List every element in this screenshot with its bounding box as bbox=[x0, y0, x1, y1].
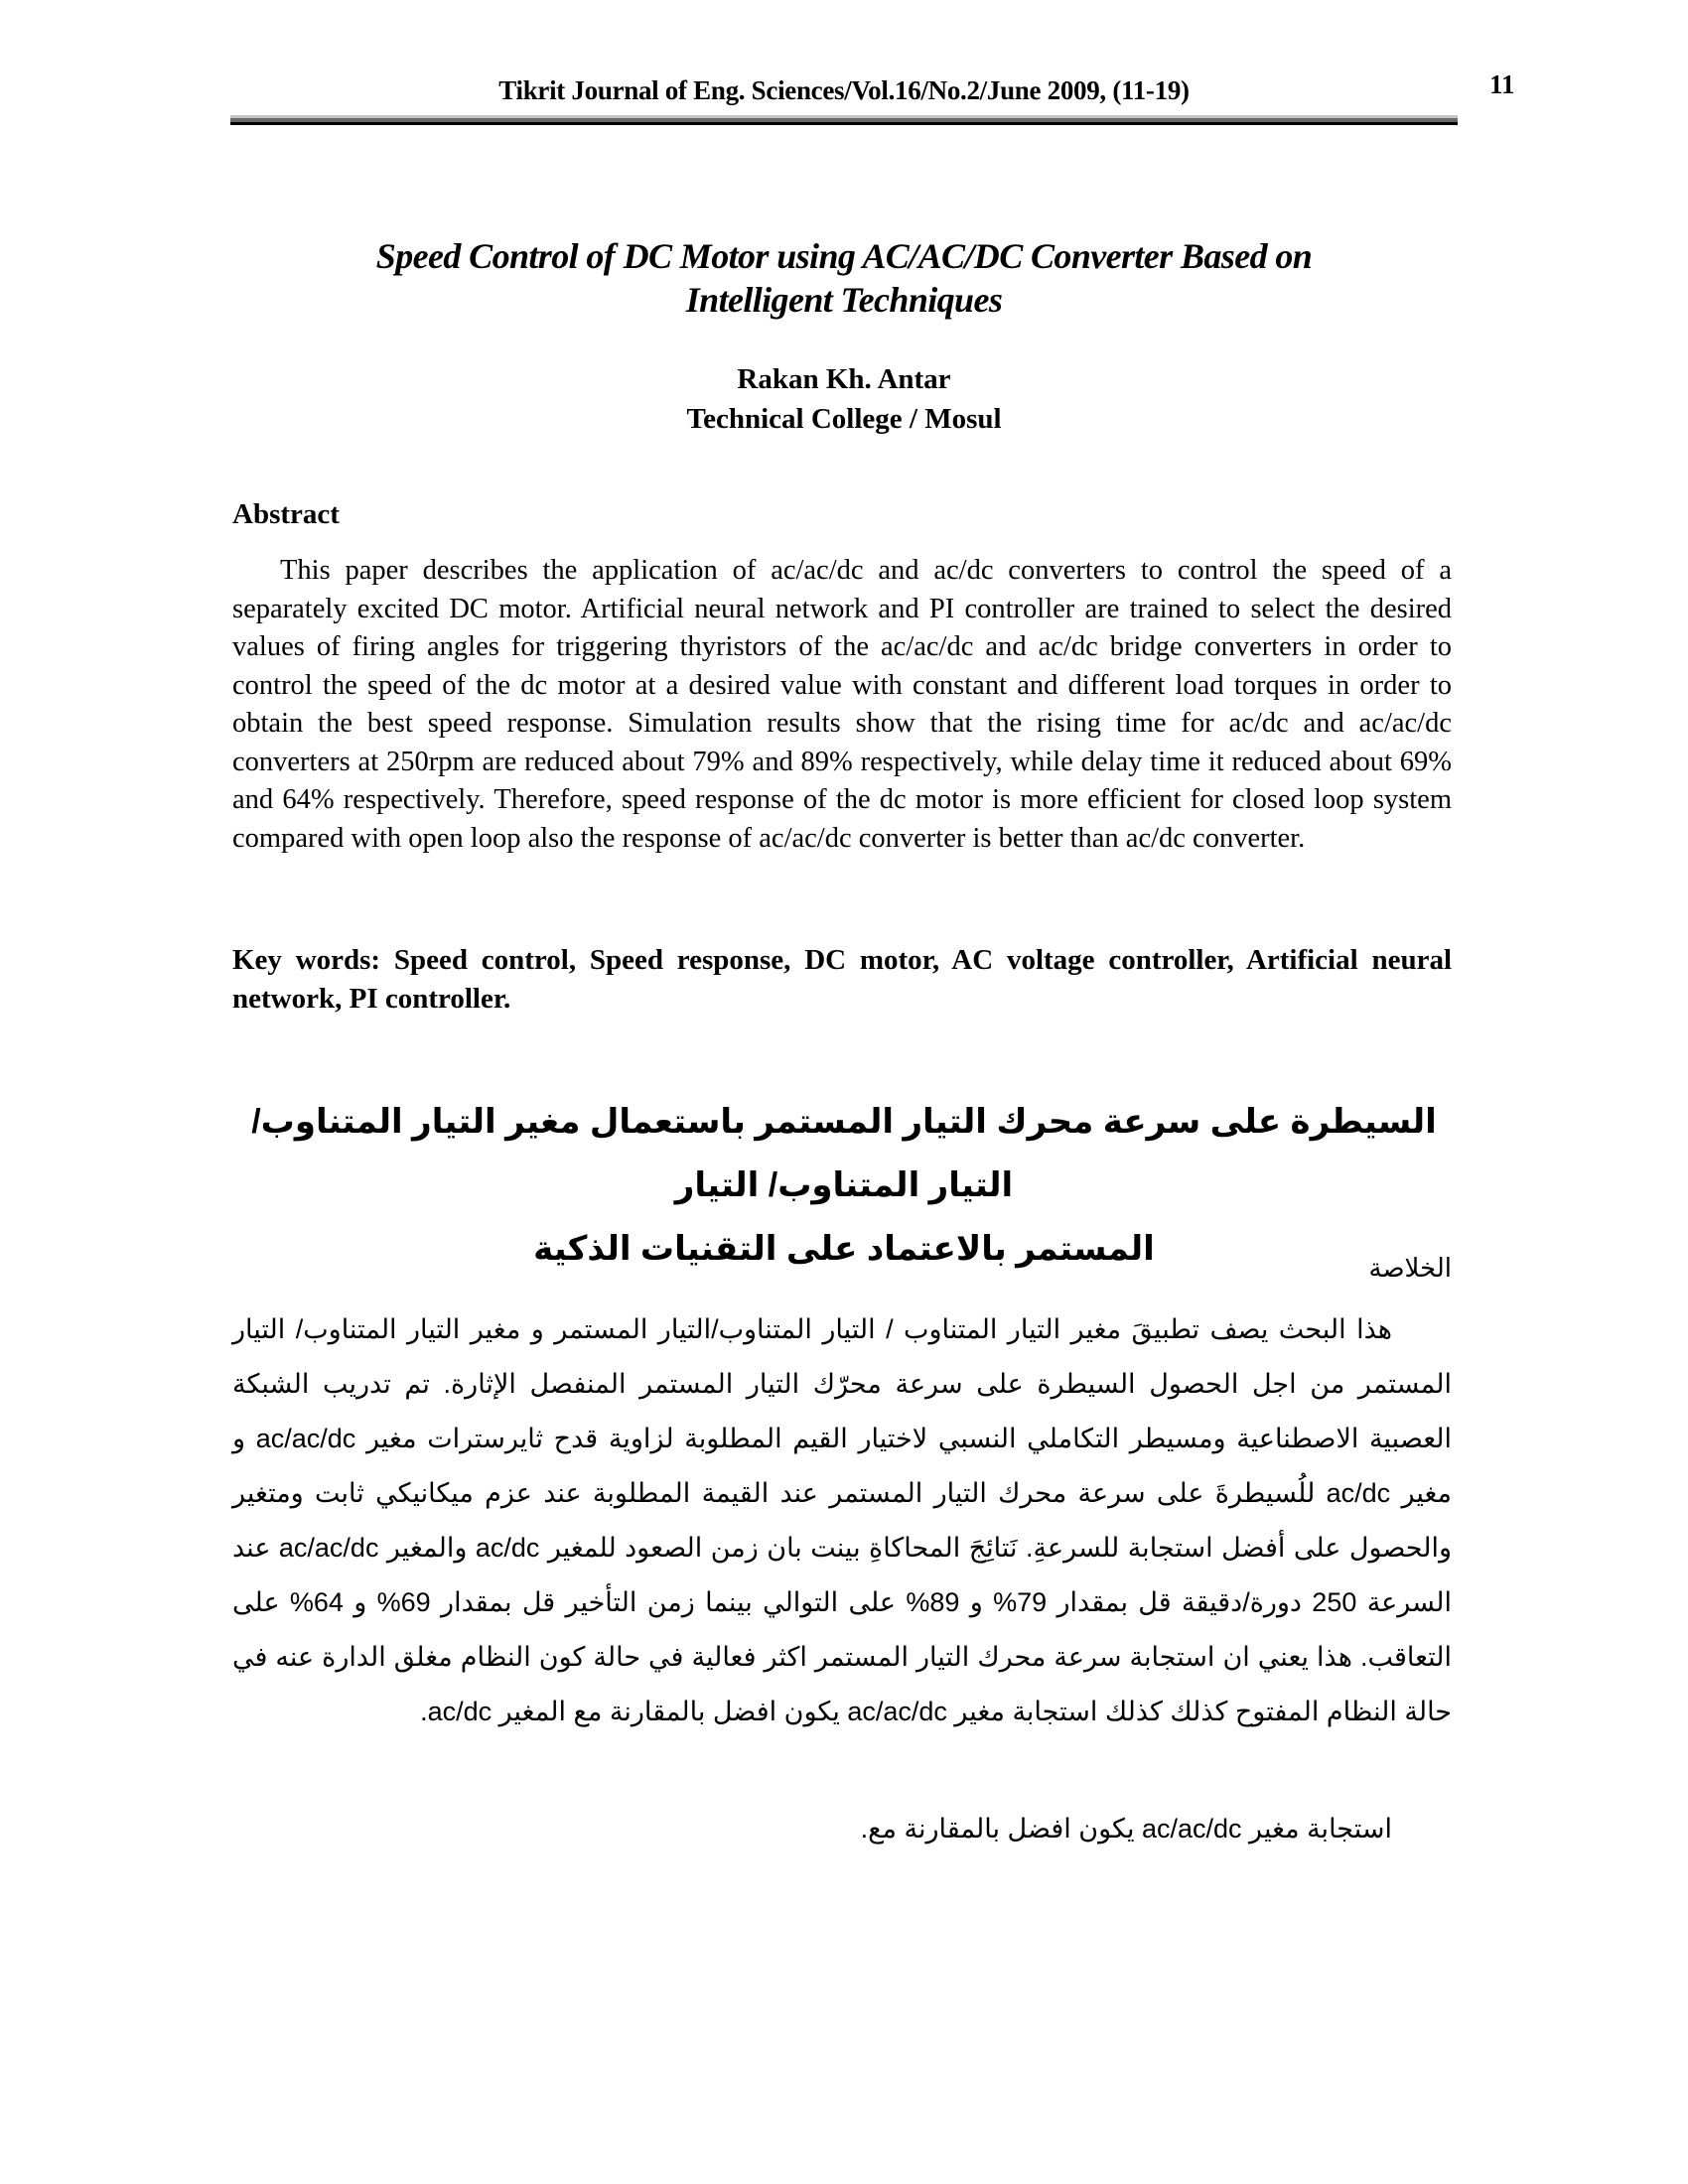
abstract-body: This paper describes the application of ac/ac/dc and ac/dc converters to control the speed of a separately excited DC motor. Artificial neural network and PI controller are trained to select the desired values of firing angles for triggering thyristors of the ac/ac/dc and ac/dc bridge converters in order to control the speed of the dc motor at a desired value with constant and different load torques in order to obtain the best speed response. Simulation results show that the rising time for ac/dc and ac/ac/dc converters at 250rpm are reduced about 79% and 89% respectively, while delay time it reduced about 69% and 64% respectively. Therefore, speed response of the dc motor is more efficient for closed loop system compared with open loop also the response of ac/ac/dc converter is better than ac/dc converter. bbox=[232, 555, 1452, 854]
running-head: Tikrit Journal of Eng. Sciences/Vol.16/No.2/June 2009, (11-19) bbox=[498, 75, 1190, 105]
page-number: 11 bbox=[1489, 69, 1515, 99]
author-affiliation: Technical College / Mosul bbox=[686, 403, 1002, 435]
author-name: Rakan Kh. Antar bbox=[737, 363, 951, 395]
keywords-label: Key words: bbox=[232, 944, 381, 976]
keywords-list: Speed control, Speed response, DC motor, AC voltage controller, Artificial neural network, PI controller. bbox=[232, 944, 1453, 1015]
paper-title-line-1: Speed Control of DC Motor using AC/AC/DC Converter Based on bbox=[375, 236, 1313, 276]
arabic-abstract-body: هذا البحث يصف تطبيقَ مغير التيار المتناوب / التيار المتناوب/التيار المستمر و مغير التيار المتناوب/ التيار المستمر من اجل الحصول السيطرة على سرعة محرّك التيار المستمر المنفصل الإثارة. تم تدريب الشبكة العصبية الاصطناعية ومسيطر التكاملي النسبي لاختيار القيم المطلوبة لزاوية قدح ثايرسترات مغير ac/ac/dc و مغير ac/dc للُسيطرةَ على سرعة محرك التيار المستمر عند القيمة المطلوبة عند عزم ميكانيكي ثابت ومتغير والحصول على أفضل استجابة للسرعةِ. نَتائِجَ المحاكاةِ بينت بان زمن الصعود للمغير ac/dc والمغير ac/ac/dc عند السرعة 250 دورة/دقيقة قل بمقدار 79% و 89% على التوالي بينما زمن التأخير قل بمقدار 69% و 64% على التعاقب. هذا يعني ان استجابة سرعة محرك التيار المستمر اكثر فعالية في حالة كون النظام مغلق الدارة عنه في حالة النظام المفتوح كذلك كذلك استجابة مغير ac/ac/dc يكون افضل بالمقارنة مع المغير ac/dc. bbox=[232, 1314, 1452, 1726]
paper-title-line-2: Intelligent Techniques bbox=[685, 280, 1003, 320]
abstract-heading: Abstract bbox=[232, 498, 340, 530]
header-rule-band-dark bbox=[230, 122, 1458, 125]
keywords bbox=[232, 941, 1452, 1019]
paper-title bbox=[230, 234, 1458, 322]
arabic-extra-line: استجابة مغير ac/ac/dc يكون افضل بالمقارنة مع. bbox=[860, 1814, 1392, 1843]
header-rule bbox=[230, 115, 1458, 125]
arabic-title-line-2: المستمر بالاعتماد على التقنيات الذكية bbox=[533, 1230, 1155, 1268]
arabic-abstract-heading: الخلاصة bbox=[1368, 1253, 1452, 1283]
arabic-title bbox=[238, 1090, 1450, 1281]
arabic-title-line-1: السيطرة على سرعة محرك التيار المستمر باستعمال مغير التيار المتناوب/التيار المتناوب/ التيار bbox=[251, 1103, 1437, 1204]
author-block bbox=[230, 359, 1458, 439]
